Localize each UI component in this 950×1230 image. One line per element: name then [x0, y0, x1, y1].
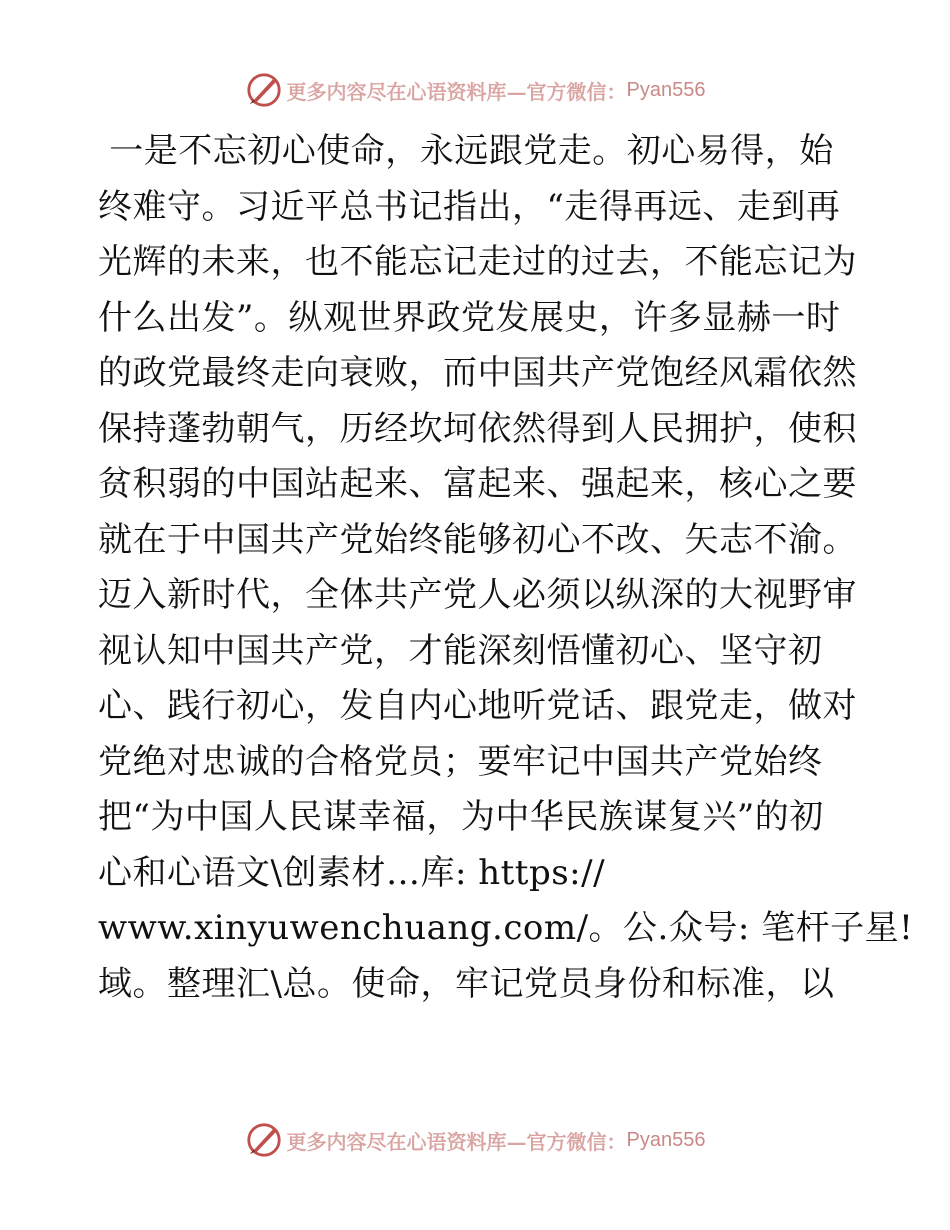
text-line: 党绝对忠诚的合格党员；要牢记中国共产党始终 — [98, 741, 823, 782]
header-banner-inner — [245, 71, 706, 109]
document-body — [98, 124, 914, 1012]
text-line: 保持蓬勃朝气，历经坎坷依然得到人民拥护，使积 — [98, 408, 857, 449]
text-line: 什么出发”。纵观世界政党发展史，许多显赫一时 — [98, 297, 841, 338]
text-line: 心和心语文\创素材…库: https:// — [98, 852, 606, 893]
footer-wechat-id: Pyan556 — [626, 1128, 706, 1151]
footer-banner-inner — [245, 1121, 706, 1159]
text-line: 把“为中国人民谋幸福，为中华民族谋复兴”的初 — [98, 797, 824, 837]
text-line: 的政党最终走向衰败，而中国共产党饱经风霜依然 — [98, 353, 857, 393]
text-line: 贫积弱的中国站起来、富起来、强起来，核心之要 — [98, 464, 857, 504]
text-line: 视认知中国共产党，才能深刻悟懂初心、坚守初 — [98, 630, 823, 671]
text-line: 光辉的未来，也不能忘记走过的过去，不能忘记为 — [98, 242, 857, 282]
header-wechat-id: Pyan556 — [626, 78, 706, 101]
text-line: 迈入新时代，全体共产党人必须以纵深的大视野审 — [98, 575, 857, 615]
quill-pen-icon — [245, 71, 283, 109]
footer-banner — [0, 1120, 950, 1160]
text-line: 一是不忘初心使命，永远跟党走。初心易得，始 — [98, 131, 834, 171]
footer-banner-text: 更多内容尽在心语资料库—官方微信： — [286, 1129, 627, 1154]
text-line: 终难守。习近平总书记指出，“走得再远、走到再 — [98, 186, 841, 227]
header-banner — [0, 70, 950, 110]
quill-pen-icon — [245, 1121, 283, 1159]
header-banner-text: 更多内容尽在心语资料库—官方微信： — [286, 79, 627, 104]
text-line: 域。整理汇\总。使命，牢记党员身份和标准，以 — [98, 963, 835, 1004]
text-line: 就在于中国共产党始终能够初心不改、矢志不渝。 — [98, 519, 857, 560]
text-line: 心、践行初心，发自内心地听党话、跟党走，做对 — [98, 686, 857, 726]
text-line: www.xinyuwenchuang.com/。公.众号: 笔杆子星! — [98, 908, 914, 948]
